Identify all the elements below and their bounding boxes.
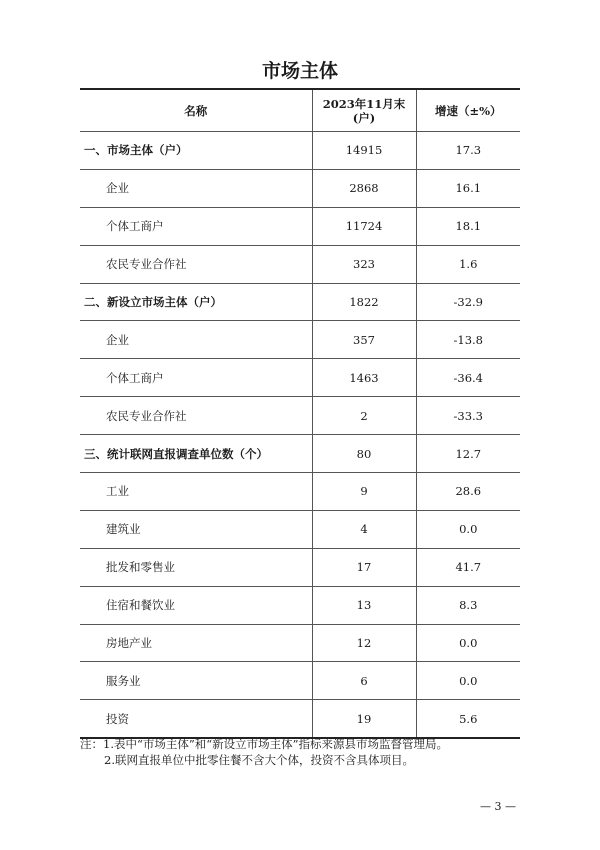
table-row	[80, 283, 520, 321]
row-name: 农民专业合作社	[80, 245, 312, 283]
row-value: 13	[312, 586, 416, 624]
row-name: 企业	[80, 169, 312, 207]
table-row	[80, 435, 520, 473]
table-row	[80, 662, 520, 700]
header-value-line2: (户)	[352, 110, 376, 125]
header-name: 名称	[80, 89, 312, 132]
row-value: 14915	[312, 132, 416, 170]
row-name: 个体工商户	[80, 359, 312, 397]
header-value-line1: 2023年11月末	[322, 96, 406, 111]
table-row	[80, 359, 520, 397]
row-value: 9	[312, 473, 416, 511]
table-header-row	[80, 89, 520, 132]
table-row	[80, 586, 520, 624]
market-entity-table	[80, 88, 520, 739]
row-growth: 12.7	[416, 435, 520, 473]
row-growth: 41.7	[416, 548, 520, 586]
row-name: 住宿和餐饮业	[80, 586, 312, 624]
note-2: 2.联网直报单位中批零住餐不含大个体，投资不含具体项目。	[104, 753, 414, 767]
row-name: 建筑业	[80, 510, 312, 548]
row-growth: -13.8	[416, 321, 520, 359]
header-growth: 增速（±%）	[416, 89, 520, 132]
row-value: 1822	[312, 283, 416, 321]
row-name: 一、市场主体（户）	[80, 132, 312, 170]
table-row	[80, 321, 520, 359]
table-row	[80, 624, 520, 662]
table-row	[80, 700, 520, 738]
row-growth: 16.1	[416, 169, 520, 207]
row-growth: -36.4	[416, 359, 520, 397]
row-growth: 17.3	[416, 132, 520, 170]
row-value: 80	[312, 435, 416, 473]
row-growth: 0.0	[416, 662, 520, 700]
row-name: 房地产业	[80, 624, 312, 662]
header-value	[312, 89, 416, 132]
row-name: 投资	[106, 711, 129, 726]
row-name: 农民专业合作社	[80, 397, 312, 435]
table-row	[80, 207, 520, 245]
row-value: 323	[312, 245, 416, 283]
row-growth: -33.3	[416, 397, 520, 435]
row-value: 1463	[312, 359, 416, 397]
row-name: 个体工商户	[80, 207, 312, 245]
row-value: 11724	[312, 207, 416, 245]
row-growth: 8.3	[416, 586, 520, 624]
table-row	[80, 510, 520, 548]
page-title: 市场主体	[261, 60, 338, 82]
row-name: 二、新设立市场主体（户）	[80, 283, 312, 321]
table-row	[80, 132, 520, 170]
row-value: 2868	[312, 169, 416, 207]
row-growth: 1.6	[416, 245, 520, 283]
table-row	[80, 245, 520, 283]
page-number: — 3 —	[480, 800, 516, 813]
note-1: 注：1.表中“市场主体”和“新设立市场主体”指标来源县市场监督管理局。	[80, 737, 448, 751]
row-name: 工业	[80, 473, 312, 511]
row-value: 357	[312, 321, 416, 359]
row-growth: 0.0	[416, 510, 520, 548]
row-name: 批发和零售业	[80, 548, 312, 586]
row-growth: 0.0	[416, 624, 520, 662]
row-value: 19	[312, 700, 416, 738]
row-name: 服务业	[80, 662, 312, 700]
row-value: 12	[312, 624, 416, 662]
row-name: 三、统计联网直报调查单位数（个）	[80, 435, 312, 473]
table-row	[80, 169, 520, 207]
row-growth: -32.9	[416, 283, 520, 321]
row-value: 4	[312, 510, 416, 548]
row-growth: 5.6	[416, 700, 520, 738]
row-growth: 18.1	[416, 207, 520, 245]
table-row	[80, 397, 520, 435]
row-value: 2	[312, 397, 416, 435]
row-value: 17	[312, 548, 416, 586]
row-growth: 28.6	[416, 473, 520, 511]
table-row	[80, 473, 520, 511]
row-value: 6	[312, 662, 416, 700]
row-name: 企业	[80, 321, 312, 359]
table-row	[80, 548, 520, 586]
table-notes	[80, 736, 540, 768]
